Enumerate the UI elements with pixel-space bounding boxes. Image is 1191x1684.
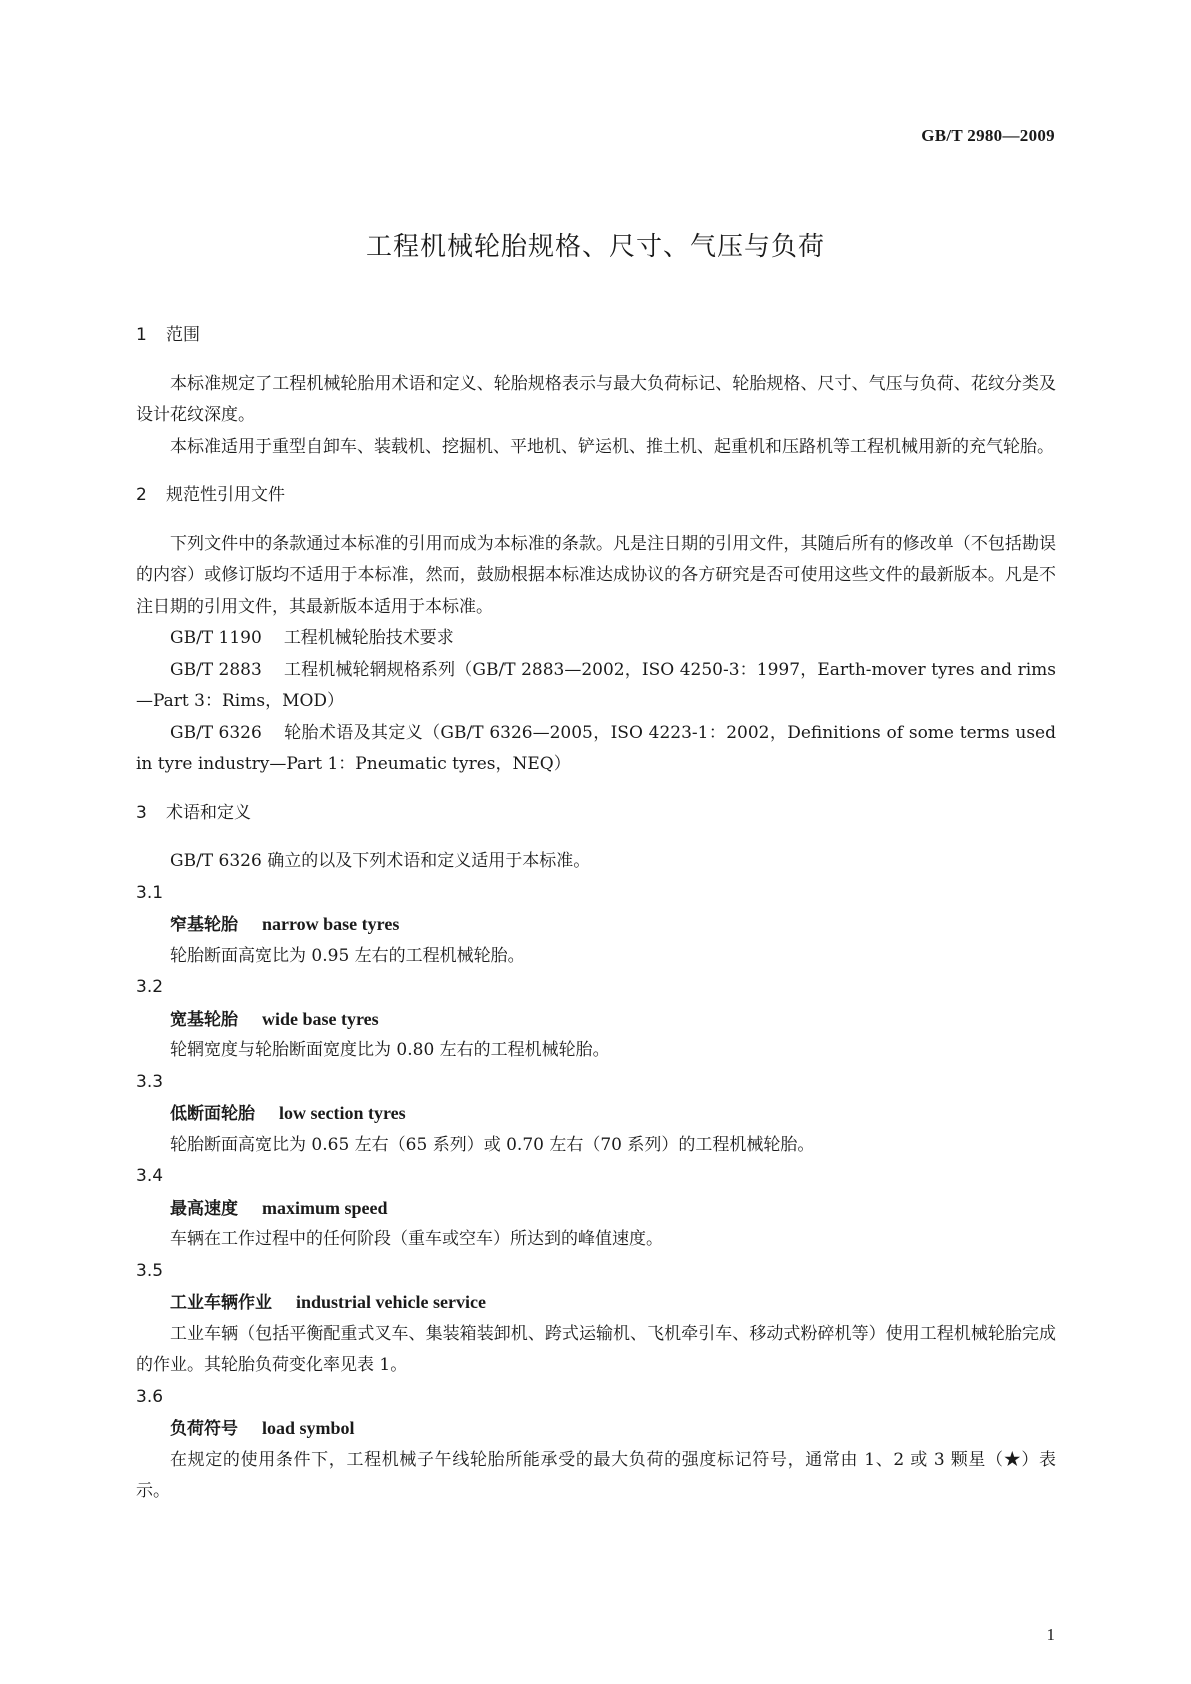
- section-title: 术语和定义: [166, 802, 251, 823]
- reference-text: 轮胎术语及其定义（GB/T 6326—2005，ISO 4223-1：2002，Definitions of some terms used in tyre industry—Part 1：Pneumatic tyres，NEQ）: [136, 722, 1056, 774]
- document-title: 工程机械轮胎规格、尺寸、气压与负荷: [365, 232, 825, 262]
- reference-item: [136, 655, 1056, 718]
- term-zh: 低断面轮胎: [170, 1104, 255, 1124]
- term-en: industrial vehicle service: [296, 1292, 486, 1312]
- term-definition: 轮胎断面高宽比为 0.65 左右（65 系列）或 0.70 左右（70 系列）的工程机械轮胎。: [170, 1134, 815, 1155]
- paragraph: 本标准适用于重型自卸车、装载机、挖掘机、平地机、铲运机、推土机、起重机和压路机等工程机械用新的充气轮胎。: [170, 436, 1054, 457]
- term-zh: 窄基轮胎: [170, 915, 238, 935]
- reference-code: GB/T 2883: [170, 659, 262, 680]
- term-heading: [136, 1098, 1056, 1130]
- term-heading: [136, 1413, 1056, 1445]
- term-heading: [136, 909, 1056, 941]
- reference-text: 工程机械轮胎技术要求: [283, 628, 454, 648]
- term-definition: 轮胎断面高宽比为 0.95 左右的工程机械轮胎。: [170, 945, 525, 966]
- term-number: 3.4: [136, 1166, 164, 1186]
- term-en: narrow base tyres: [262, 914, 400, 934]
- term-heading: [136, 1287, 1056, 1319]
- page-number: 1: [1046, 1625, 1055, 1644]
- term-number: 3.1: [136, 882, 164, 903]
- term-number: 3.5: [136, 1260, 164, 1281]
- term-en: wide base tyres: [262, 1008, 379, 1029]
- reference-item: [136, 718, 1056, 781]
- section-heading-terms: [136, 798, 1056, 830]
- term-zh: 负荷符号: [170, 1419, 238, 1439]
- term-en: load symbol: [262, 1418, 355, 1438]
- term-en: maximum speed: [262, 1197, 388, 1218]
- term-en: low section tyres: [279, 1103, 406, 1123]
- section-title: 规范性引用文件: [166, 485, 285, 505]
- section-heading-references: [136, 480, 1056, 512]
- term-definition: 车辆在工作过程中的任何阶段（重车或空车）所达到的峰值速度。: [170, 1229, 663, 1249]
- term-zh: 宽基轮胎: [170, 1009, 238, 1030]
- document-body: [136, 320, 1056, 1508]
- standard-number: GB/T 2980—2009: [921, 126, 1055, 145]
- term-zh: 工业车辆作业: [170, 1293, 272, 1313]
- term-zh: 最高速度: [170, 1198, 238, 1219]
- section-heading-scope: [136, 320, 1056, 352]
- reference-text: 工程机械轮辋规格系列（GB/T 2883—2002，ISO 4250-3：1997，Earth-mover tyres and rims—Part 3：Rims，MOD）: [136, 659, 1056, 711]
- paragraph: 下列文件中的条款通过本标准的引用而成为本标准的条款。凡是注日期的引用文件，其随后所有的修改单（不包括勘误的内容）或修订版均不适用于本标准，然而，鼓励根据本标准达成协议的各方研究是否可使用这些文件的最新版本。凡是不注日期的引用文件，其最新版本适用于本标准。: [136, 533, 1056, 617]
- paragraph: GB/T 6326 确立的以及下列术语和定义适用于本标准。: [170, 851, 591, 871]
- term-number: 3.6: [136, 1386, 164, 1407]
- section-title: 范围: [166, 325, 200, 345]
- reference-item: [136, 623, 1056, 655]
- section-number: 3: [136, 802, 147, 823]
- term-definition: 在规定的使用条件下，工程机械子午线轮胎所能承受的最大负荷的强度标记符号，通常由 1、2 或 3 颗星（★）表示。: [136, 1449, 1056, 1501]
- reference-code: GB/T 6326: [170, 722, 262, 743]
- term-number: 3.3: [136, 1071, 164, 1092]
- term-definition: 轮辋宽度与轮胎断面宽度比为 0.80 左右的工程机械轮胎。: [170, 1040, 610, 1060]
- section-number: 2: [136, 485, 147, 505]
- paragraph: 本标准规定了工程机械轮胎用术语和定义、轮胎规格表示与最大负荷标记、轮胎规格、尺寸、气压与负荷、花纹分类及设计花纹深度。: [136, 373, 1056, 425]
- term-number: 3.2: [136, 977, 164, 997]
- section-number: 1: [136, 325, 147, 345]
- term-heading: [136, 1193, 1056, 1225]
- term-definition: 工业车辆（包括平衡配重式叉车、集装箱装卸机、跨式运输机、飞机牵引车、移动式粉碎机等）使用工程机械轮胎完成的作业。其轮胎负荷变化率见表 1。: [136, 1323, 1056, 1375]
- term-heading: [136, 1004, 1056, 1036]
- reference-code: GB/T 1190: [170, 628, 262, 648]
